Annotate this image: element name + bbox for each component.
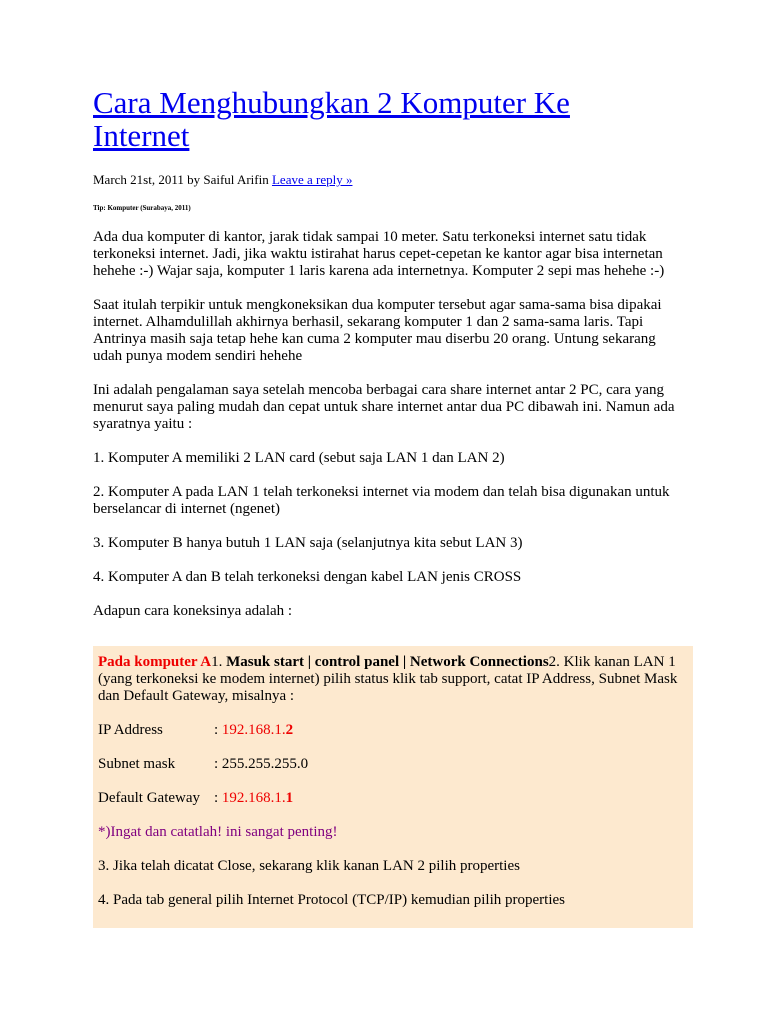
paragraph: Ada dua komputer di kantor, jarak tidak sampai 10 meter. Satu terkoneksi internet satu tidak terkoneksi internet. Jadi, jika waktu istirahat harus cepet-cepetan ke kantor agar bisa internetan hehehe :-) Wajar saja, komputer 1 laris karena ada internetnya. Komputer 2 sepi mas hehehe :-)	[93, 229, 665, 279]
step1-number: 1.	[211, 654, 227, 670]
ip-separator: :	[214, 722, 222, 738]
subnet-mask-label: Subnet mask	[98, 756, 176, 772]
requirement-item: 2. Komputer A pada LAN 1 telah terkoneksi internet via modem dan telah bisa digunakan untuk berselancar di internet (ngenet)	[93, 484, 670, 517]
default-gateway-row	[98, 790, 688, 807]
paragraph: Adapun cara koneksinya adalah :	[93, 603, 293, 619]
box-heading: Pada komputer A	[98, 654, 212, 670]
requirement-item: 1. Komputer A memiliki 2 LAN card (sebut saja LAN 1 dan LAN 2)	[93, 450, 505, 466]
post-date-author: March 21st, 2011 by Saiful Arifin	[93, 172, 272, 187]
important-note: *)Ingat dan catatlah! ini sangat penting!	[98, 824, 338, 840]
ip-address-prefix: 192.168.1.	[221, 722, 286, 738]
gateway-last-octet: 1	[285, 790, 294, 806]
paragraph: Saat itulah terpikir untuk mengkoneksikan dua komputer tersebut agar sama-sama bisa dipakai internet. Alhamdulillah akhirnya berhasil, sekarang komputer 1 dan 2 sama-sama laris. Tapi Antrinya masih saja tetap hehe kan cuma 2 komputer mau diserbu 20 orang. Untung sekarang udah punya modem sendiri hehehe	[93, 297, 662, 364]
leave-reply-link[interactable]: Leave a reply »	[271, 172, 353, 187]
subnet-mask-value: : 255.255.255.0	[214, 756, 309, 772]
article-body	[93, 229, 683, 637]
article-title-link[interactable]: Cara Menghubungkan 2 Komputer Ke Internet	[93, 85, 570, 153]
post-meta	[93, 172, 352, 188]
tip-caption: Tip: Komputer (Surabaya, 2011)	[93, 204, 191, 212]
requirement-item: 4. Komputer A dan B telah terkoneksi dengan kabel LAN jenis CROSS	[93, 569, 522, 585]
ip-address-label: IP Address	[98, 722, 163, 738]
ip-address-last-octet: 2	[285, 722, 294, 738]
instruction-box	[93, 646, 693, 928]
gateway-separator: :	[214, 790, 222, 806]
default-gateway-label: Default Gateway	[98, 790, 201, 806]
subnet-mask-row	[98, 756, 688, 773]
step3-text: 3. Jika telah dicatat Close, sekarang klik kanan LAN 2 pilih properties	[98, 858, 520, 874]
instruction-steps	[98, 654, 688, 705]
ip-address-row	[98, 722, 688, 739]
paragraph: Ini adalah pengalaman saya setelah mencoba berbagai cara share internet antar 2 PC, cara yang menurut saya paling mudah dan cepat untuk share internet antar dua PC dibawah ini. Namun ada syaratnya yaitu :	[93, 382, 675, 432]
gateway-prefix: 192.168.1.	[221, 790, 286, 806]
requirement-item: 3. Komputer B hanya butuh 1 LAN saja (selanjutnya kita sebut LAN 3)	[93, 535, 523, 551]
step4-text: 4. Pada tab general pilih Internet Protocol (TCP/IP) kemudian pilih properties	[98, 892, 565, 908]
step1-path: Masuk start | control panel | Network Connections	[226, 654, 549, 670]
step2-text: 2. Klik kanan LAN 1 (yang terkoneksi ke modem internet) pilih status klik tab support, catat IP Address, Subnet Mask dan Default Gateway, misalnya :	[98, 654, 678, 704]
